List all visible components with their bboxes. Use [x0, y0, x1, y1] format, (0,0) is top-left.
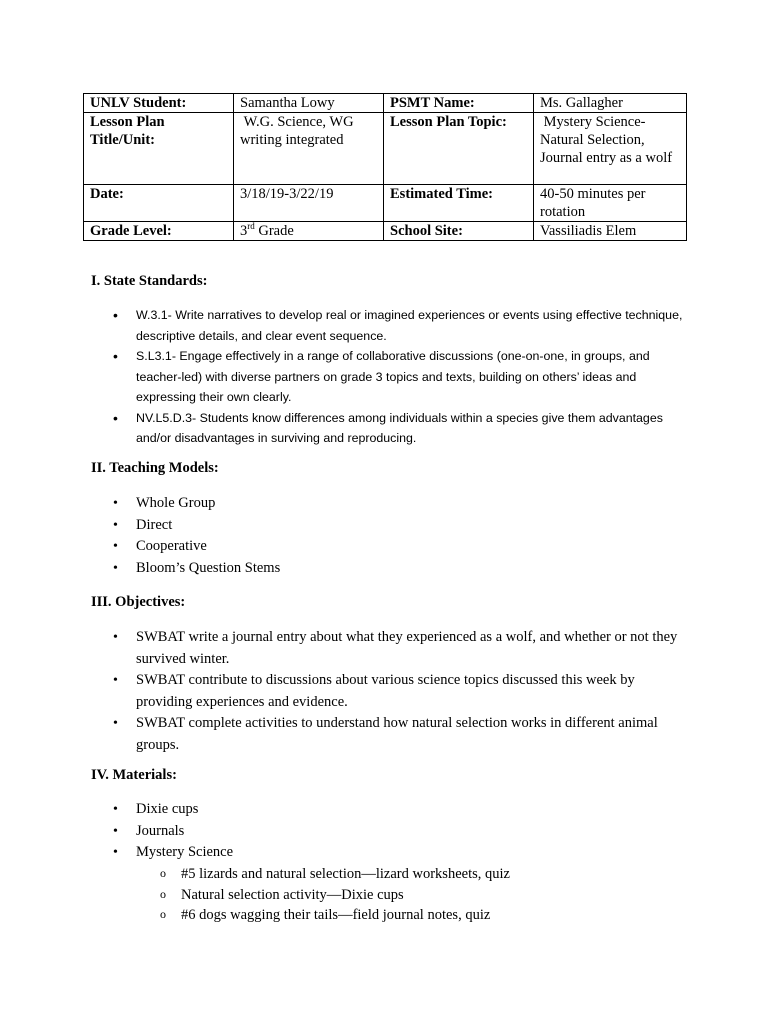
- state-standards-heading: I. State Standards:: [91, 273, 208, 289]
- estimated-time-label: Estimated Time:: [384, 185, 534, 222]
- list-item: • S.L3.1- Engage effectively in a range of collaborative discussions (one-on-one, in groups, and teacher-led) with diverse partners on grade 3 topics and texts, building on others’ ideas and expressing their own clearly.: [113, 346, 693, 408]
- psmt-name-value: Ms. Gallagher: [534, 94, 687, 113]
- list-item: • Journals: [113, 821, 693, 843]
- school-site-label: School Site:: [384, 222, 534, 241]
- grade-number: 3: [240, 223, 248, 239]
- materials-list: [113, 799, 693, 864]
- table-row: [84, 222, 687, 241]
- objectives-list: [113, 627, 693, 756]
- lesson-info-table: [83, 93, 687, 241]
- state-standards-list: [113, 305, 693, 449]
- estimated-time-value: 40-50 minutes per rotation: [534, 185, 687, 222]
- grade-level-value: [234, 222, 384, 241]
- psmt-name-label: PSMT Name:: [384, 94, 534, 113]
- list-item: • SWBAT contribute to discussions about various science topics discussed this week by providing experiences and evidence.: [113, 670, 693, 713]
- table-row: [84, 113, 687, 185]
- list-item: • Bloom’s Question Stems: [113, 558, 693, 580]
- lesson-title-value: W.G. Science, WG writing integrated: [234, 113, 384, 185]
- list-item: • SWBAT complete activities to understand how natural selection works in different animal groups.: [113, 713, 693, 756]
- unlv-student-value: Samantha Lowy: [234, 94, 384, 113]
- unlv-student-label: UNLV Student:: [84, 94, 234, 113]
- list-item: • NV.L5.D.3- Students know differences among individuals within a species give them advantages and/or disadvantages in surviving and reproducing.: [113, 408, 693, 449]
- lesson-topic-value: Mystery Science- Natural Selection, Journal entry as a wolf: [534, 113, 687, 185]
- objectives-heading: III. Objectives:: [91, 594, 186, 610]
- grade-suffix: rd: [247, 221, 255, 232]
- list-item: • Whole Group: [113, 493, 693, 515]
- list-item: • Dixie cups: [113, 799, 693, 821]
- list-item: • Mystery Science: [113, 842, 693, 864]
- lesson-title-label: Lesson Plan Title/Unit:: [84, 113, 234, 185]
- grade-level-label: Grade Level:: [84, 222, 234, 241]
- teaching-models-heading: II. Teaching Models:: [91, 460, 219, 476]
- list-item: • W.3.1- Write narratives to develop real or imagined experiences or events using effective technique, descriptive details, and clear event sequence.: [113, 305, 693, 346]
- lesson-topic-label: Lesson Plan Topic:: [384, 113, 534, 185]
- mystery-science-sublist: [159, 864, 510, 926]
- list-item: • Direct: [113, 515, 693, 537]
- table-row: [84, 94, 687, 113]
- list-item: o #5 lizards and natural selection—lizard worksheets, quiz: [159, 864, 510, 885]
- table-row: [84, 185, 687, 222]
- grade-word: Grade: [254, 223, 294, 239]
- list-item: • Cooperative: [113, 536, 693, 558]
- materials-heading: IV. Materials:: [91, 767, 177, 783]
- teaching-models-list: [113, 493, 693, 579]
- date-value: 3/18/19-3/22/19: [234, 185, 384, 222]
- school-site-value: Vassiliadis Elem: [534, 222, 687, 241]
- list-item: o Natural selection activity—Dixie cups: [159, 885, 510, 906]
- list-item: o #6 dogs wagging their tails—field journal notes, quiz: [159, 905, 510, 926]
- date-label: Date:: [84, 185, 234, 222]
- list-item: • SWBAT write a journal entry about what they experienced as a wolf, and whether or not they survived winter.: [113, 627, 693, 670]
